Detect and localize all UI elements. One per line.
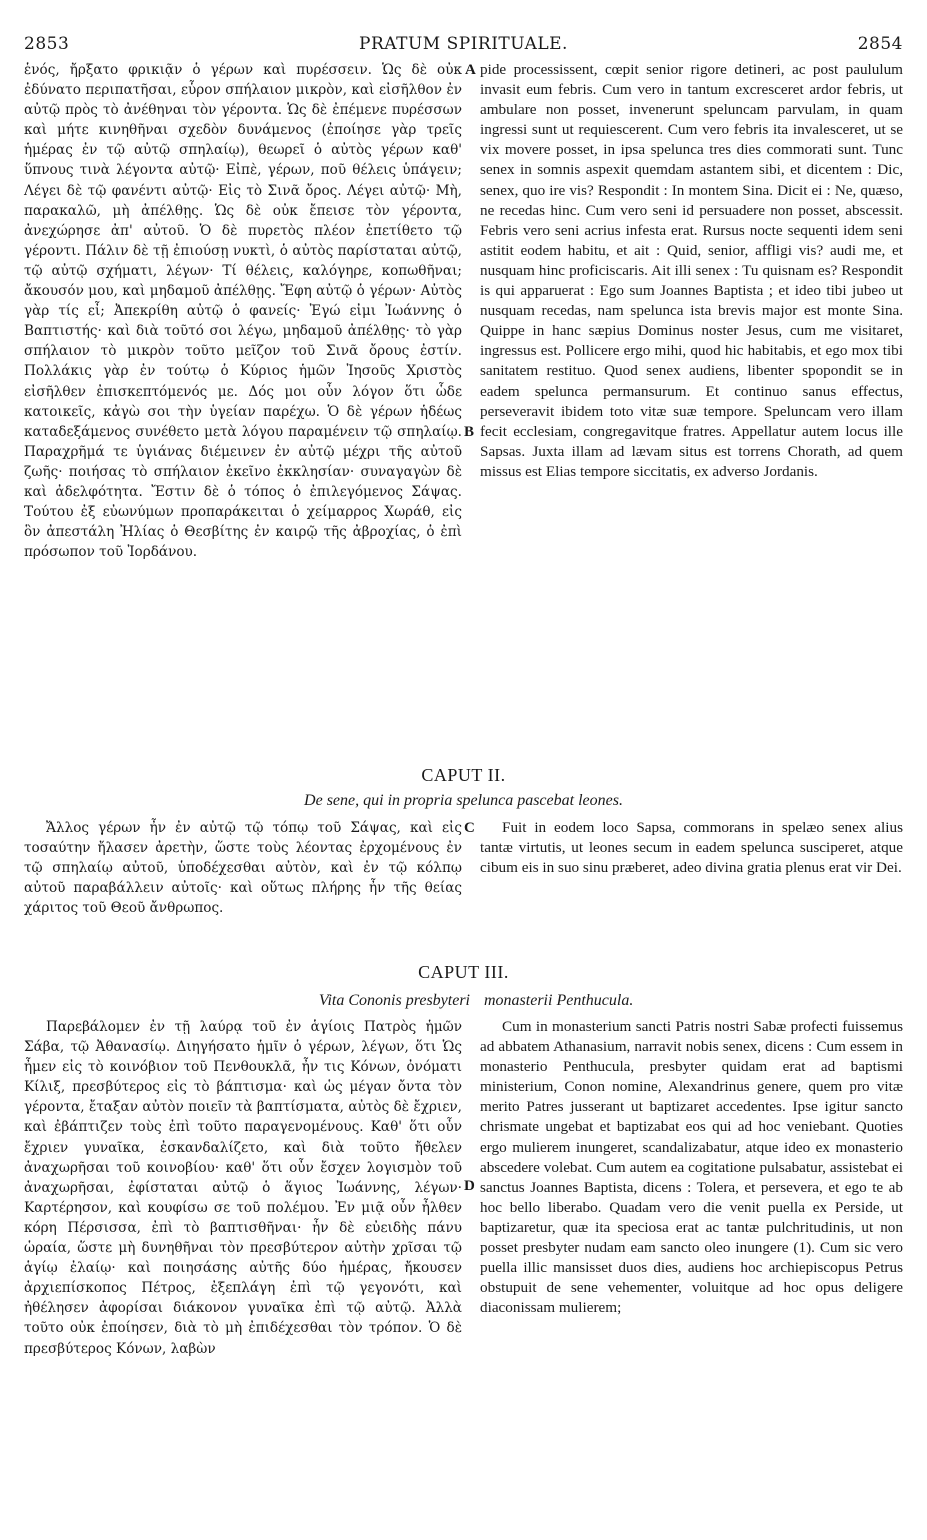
margin-marker-b: B xyxy=(464,424,475,440)
greek-text-caput3: Παρεβάλομεν ἐν τῇ λαύρᾳ τοῦ ἐν ἁγίοις Πατρὸς ἡμῶν Σάβα, τῷ Ἀθανασίῳ. Διηγήσατο ἡμῖν ὁ γέρων, λέγων, ὅτι Ὡς ἦμεν εἰς τὸ κοινόβιον τοῦ Πενθουκλᾶ, ἦν τις Κόνων, ὀνόματι Κίλιξ, πρεσβύτερος εἰς τὸ βάπτισμα· καὶ ὡς μέγαν ὄντα τὸν γέροντα, ἔταξαν αὐτὸν ποιεῖν τὰ βαπτίσματα, αὐτὸς δὲ ἔχριεν, καὶ ἐβάπτιζεν τοὺς ἐπὶ τοῦτο παραγενομένους. Καθ' ὅτι οὖν ἔχριεν γυναῖκα, ἐσκανδαλίζετο, καὶ διὰ τοῦτο ἤθελεν ἀναχωρῆσαι τοῦ κοινοβίου· καθ' ὅτι οὖν ἔσχεν λογισμὸν τοῦ ἀναχωρῆσαι, ἐφίσταται αὐτῷ ὁ ἅγιος Ἰωάννης, λέγων· Καρτέρησον, καὶ κουφίσω σε τοῦ πολέμου. Ἐν μιᾷ οὖν ἦλθεν κόρη Πέρσισσα, ἐπὶ τὸ βαπτισθῆναι· ἦν δὲ εὐειδὴς πάνυ ὡραία, ὥστε μὴ δυνηθῆναι τὸν πρεσβύτερον αὐτὴν χρῖσαι τῷ ἁγίῳ ἐλαίῳ· καὶ ποιησάσης αὐτῆς δύο ἡμέρας, ἤκουσεν ἀρχιεπίσκοπος Πέτρος, ἐξεπλάγη ἐπὶ τῷ γεγονότι, καὶ ἠθέλησεν ἀφορίσαι διάκονον γυναῖκα ἐπὶ τῷ αὐτῷ. Ἀλλὰ τοῦτο οὐκ ἐποίησεν, διὰ τὸ μὴ ἐπιδέχεσθαι τὸν τρόπον. Ὁ δὲ πρεσβύτερος Κόνων, λαβὼν xyxy=(24,1019,462,1357)
page-number-right: 2854 xyxy=(857,34,903,54)
greek-column-caput3 xyxy=(24,1017,462,1359)
caput-2-heading: CAPUT II. xyxy=(421,765,506,785)
greek-column-caput2 xyxy=(24,818,462,918)
greek-column-section1 xyxy=(24,60,462,562)
caput-3-subtitle-left: Vita Cononis presbyteri xyxy=(318,992,470,1009)
margin-marker-d: D xyxy=(464,1178,475,1194)
margin-marker-a: A xyxy=(465,62,476,78)
latin-text-caput2: Fuit in eodem loco Sapsa, commorans in spelæo senex alius tantæ virtutis, ut leones secum in eadem spelunca susciperet, atque cibum eis in suo sinu præberet, adeo divina gratia plenus erat vir Dei. xyxy=(480,819,903,877)
greek-text-caput2: Ἄλλος γέρων ἦν ἐν αὐτῷ τῷ τόπῳ τοῦ Σάψας, καὶ εἰς τοσαύτην ἤλασεν ἀρετὴν, ὥστε τοὺς λέοντας ἐρχομένους ἐν τῷ σπηλαίῳ αὐτοῦ, ὑποδέχεσθαι αὐτὸν, καὶ ἐν τῷ κόλπῳ αὐτοῦ παραβάλλειν αὐτοῖς· καὶ οὕτως πλήρης ἦν τῆς θείας χάριτος τοῦ Θεοῦ ἄνθρωπος. xyxy=(24,820,462,917)
running-title: PRATUM SPIRITUALE. xyxy=(359,34,568,54)
margin-marker-c: C xyxy=(464,820,475,836)
caput-3-subtitle-right: monasterii Penthucula. xyxy=(484,992,634,1009)
latin-text-caput3: Cum in monasterium sancti Patris nostri Sabæ profecti fuissemus ad abbatem Athanasium, narravit nobis senex, dicens : Cum essem in monasterio Penthucula, presbyter quidam erat ad baptismi ministerium, Conon nomine, Alexandrinus genere, quem pro vitæ merito Patres jusserant ut baptizaret accedentes. Ipse igitur sancto chrismate ungebat et baptizabat eos qui ad hoc veniebant. Quoties ergo mulierem inungeret, scandalizabatur, atque ideo ex monasterio abscedere volebat. Cum autem ea cogitatione pulsabatur, assistebat ei sanctus Joannes Baptista, dicens : Tolera, et persevera, et ego te ab hoc bello liberabo. Quadam vero die venit puella ex Perside, ut baptizaretur, quæ ita speciosa erat ac tantæ pulchritudinis, ut non posset presbyter nudam eam sancto oleo inungere (1). Cum sic vero puella illic mansisset duos dies, audiens hoc archiepiscopus Petrus obstupuit de sene vehementer, voluitque ad hoc opus deligere diaconissam mulierem; xyxy=(480,1018,903,1317)
page-number-left: 2853 xyxy=(24,34,70,54)
latin-column-section1 xyxy=(480,60,903,482)
latin-column-caput3 xyxy=(480,1017,903,1318)
latin-column-caput2 xyxy=(480,818,903,878)
latin-text-section1: pide processissent, cœpit senior rigore detineri, ac post paululum invasit eum febris. Cum vero in tantum excresceret ardor febris, ut ambulare non posset, invenerunt speluncam parvulam, in quam ingressi sunt ut requiescerent. Cum vero febris ita invalesceret, ut se vix movere posset, in ipsa spelunca tres dies commorati sunt. Tunc senex in somnis aspexit quemdam astantem sibi, et dicentem : Dic, senex, quo ire vis? Respondit : In montem Sina. Dicit ei : Ne, quæso, ne recedas hinc. Cum vero seni id persuadere non posset, abscessit. Febris vero seni acrius infesta erat. Rursus nocte sequenti idem seni astitit eodem habitu, et ait : Quid, senior, affligi vis? audi me, et nusquam hinc proficiscaris. Ait illi senex : Tu quisnam es? Respondit is qui apparuerat : Ego sum Joannes Baptista ; et ideo tibi jubeo ut nusquam recedas, nam spelunca ista brevis major est monte Sina. Quippe in hanc sæpius Dominus noster Jesus, cum me visitaret, ingressus est. Pollicere ergo mihi, quod hic habitabis, et ego mox tibi sanitatem restituo. Quod senex audiens, libenter spopondit se in eadem spelunca permansurum. Et continuo sanus effectus, perseveravit ibidem toto vitæ suæ tempore. Speluncam vero illam fecit ecclesiam, congregavitque fratres. Appellatur autem locus ille Sapsas. Juxta illam ad lævam situs est torrens Chorath, ad quem missus est Elias tempore siccitatis, ex adverso Jordanis. xyxy=(480,61,903,480)
greek-text-section1: ἑνός, ἤρξατο φρικιᾷν ὁ γέρων καὶ πυρέσσειν. Ὡς δὲ οὐκ ἐδύνατο περιπατῆσαι, εὗρον σπήλαιον μικρὸν, καὶ εἰσῆλθον ἐν αὐτῷ πρὸς τὸ ἀνέθηναι τὸν γέροντα. Ὡς δὲ ἐπέμενε πυρέσσων καὶ μήτε κινηθῆναι σχεδὸν δυνάμενος (ἐποίησε γὰρ τρεῖς ἡμέρας ἐν τῷ αὐτῷ σπηλαίῳ), θεωρεῖ ὁ αὐτὸς γέρων καθ' ὕπνους τινὰ λέγοντα αὐτῷ· Εἰπὲ, γέρων, ποῦ θέλεις ὑπάγειν; Λέγει δὲ τῷ φανέντι αὐτῷ· Εἰς τὸ Σινᾶ ὄρος. Λέγει αὐτῷ· Μὴ, παρακαλῶ, μὴ ἀπέλθῃς. Ὡς δὲ οὐκ ἔπεισε τὸν γέροντα, ἀνεχώρησε ἀπ' αὐτοῦ. Ὁ δὲ πυρετὸς πλέον ἐπετίθετο τῷ γέροντι. Πάλιν δὲ τῇ ἐπιούσῃ νυκτὶ, ὁ αὐτὸς παρίσταται αὐτῷ, τῷ αὐτῷ σχήματι, λέγων· Τί θέλεις, καλόγηρε, κοπωθῆναι; ἄκουσόν μου, καὶ μηδαμοῦ ἀπέλθῃς. Ἔφη αὐτῷ ὁ γέρων· Αὐτὸς γὰρ τίς εἶ; Ἀπεκρίθη αὐτῷ ὁ φανείς· Ἐγώ εἰμι Ἰωάννης ὁ Βαπτιστής· καὶ διὰ τοῦτό σοι λέγω, μηδαμοῦ ἀπέλθῃς· τὸ γὰρ σπήλαιον τὸ μικρὸν τοῦτο μεῖζον τοῦ Σινᾶ ὄρους ἐστίν. Πολλάκις γὰρ ἐν τούτῳ ὁ Κύριος ἡμῶν Ἰησοῦς Χριστὸς εἰσῆλθεν ἐπισκεπτόμενός με. Δός μοι οὖν λόγον ὅτι ὧδε κατοικεῖς, κἀγὼ σοι τὴν ὑγείαν παρέχω. Ὁ δὲ γέρων ἡδέως καταδεξάμενος συνέθετο μετὰ λόγου παραμένειν τῷ σπηλαίῳ. Παραχρῆμά τε ὑγιάνας διέμεινεν ἐν αὐτῷ μέχρι τῆς αὐτοῦ ζωῆς· ποιήσας τὸ σπήλαιον ἐκεῖνο ἐκκλησίαν· συναγαγὼν δὲ καὶ ἀδελφότητα. Ἔστιν δὲ ὁ τόπος ὁ ἐπιλεγόμενος Σάψας. Τούτου ἐξ εὐωνύμων προπαράκειται ὁ χείμαρρος Χωράθ, εἰς ὃν ἀπεστάλη Ἠλίας ὁ Θεσβίτης ἐν καιρῷ τῆς ἀβροχίας, ὁ ἐπὶ πρόσωπον τοῦ Ἰορδάνου. xyxy=(24,62,462,561)
caput-2-subtitle: De sene, qui in propria spelunca pascebat leones. xyxy=(304,792,623,809)
page-header xyxy=(24,34,903,56)
caput-3-heading: CAPUT III. xyxy=(418,962,509,982)
